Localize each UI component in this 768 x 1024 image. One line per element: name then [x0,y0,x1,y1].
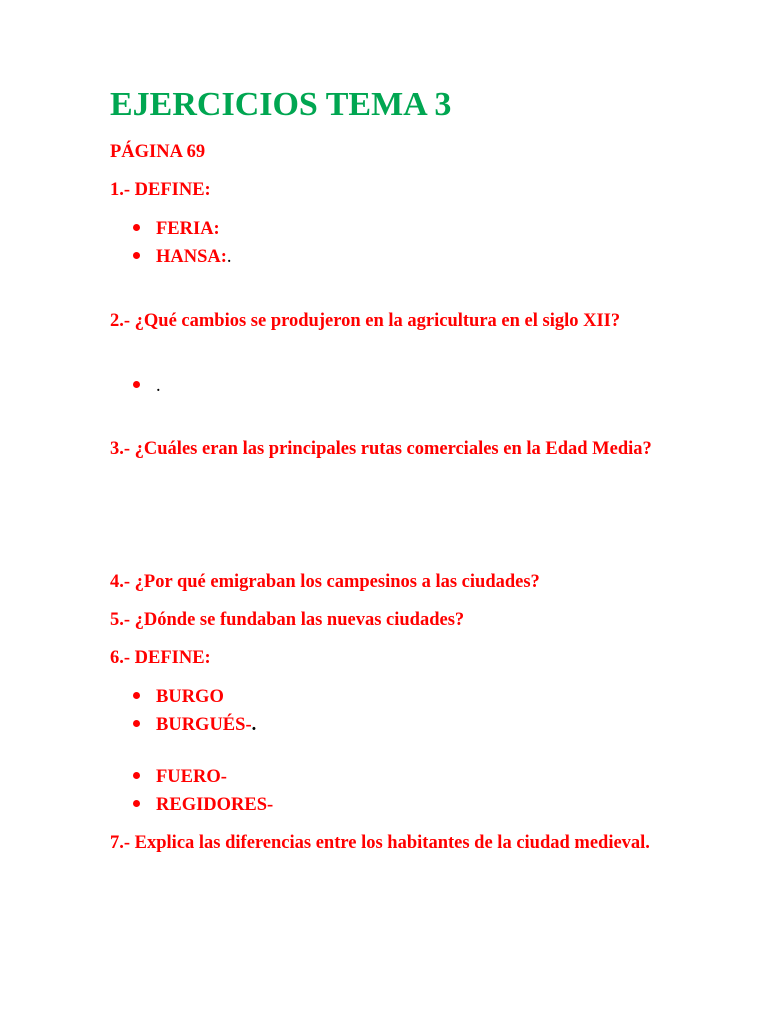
list-item-answer-2 [133,373,161,400]
page-label: PÁGINA 69 [110,142,206,162]
bullet-icon [133,800,140,807]
term-hansa: HANSA: [156,247,227,267]
list-item-burgues [133,712,256,739]
question-2: 2.- ¿Qué cambios se produjeron en la agricultura en el siglo XII? [110,311,621,331]
bullet-icon [133,772,140,779]
bullet-icon [133,252,140,259]
list-item-regidores [133,792,273,819]
term-regidores: REGIDORES- [156,795,274,815]
term-burgues: BURGUÉS- [156,715,252,735]
term-hansa-suffix: . [226,247,232,267]
term-feria: FERIA: [156,219,220,239]
list-item-hansa [133,244,232,271]
question-6: 6.- DEFINE: [110,648,211,668]
list-item-fuero [133,764,227,791]
bullet-icon [133,692,140,699]
list-item-burgo [133,684,224,711]
bullet-icon [133,224,140,231]
question-5: 5.- ¿Dónde se fundaban las nuevas ciudades? [110,610,465,630]
question-4: 4.- ¿Por qué emigraban los campesinos a las ciudades? [110,572,540,592]
question-3: 3.- ¿Cuáles eran las principales rutas comerciales en la Edad Media? [110,439,652,459]
term-fuero: FUERO- [156,767,227,787]
bullet-icon [133,381,140,388]
term-burgues-suffix: . [251,715,257,735]
term-burgo: BURGO [156,687,224,707]
bullet-icon [133,720,140,727]
list-item-feria [133,216,220,243]
question-1: 1.- DEFINE: [110,180,211,200]
document-title: EJERCICIOS TEMA 3 [110,86,452,123]
question-7: 7.- Explica las diferencias entre los habitantes de la ciudad medieval. [110,833,650,853]
answer-2-text: . [156,376,161,396]
